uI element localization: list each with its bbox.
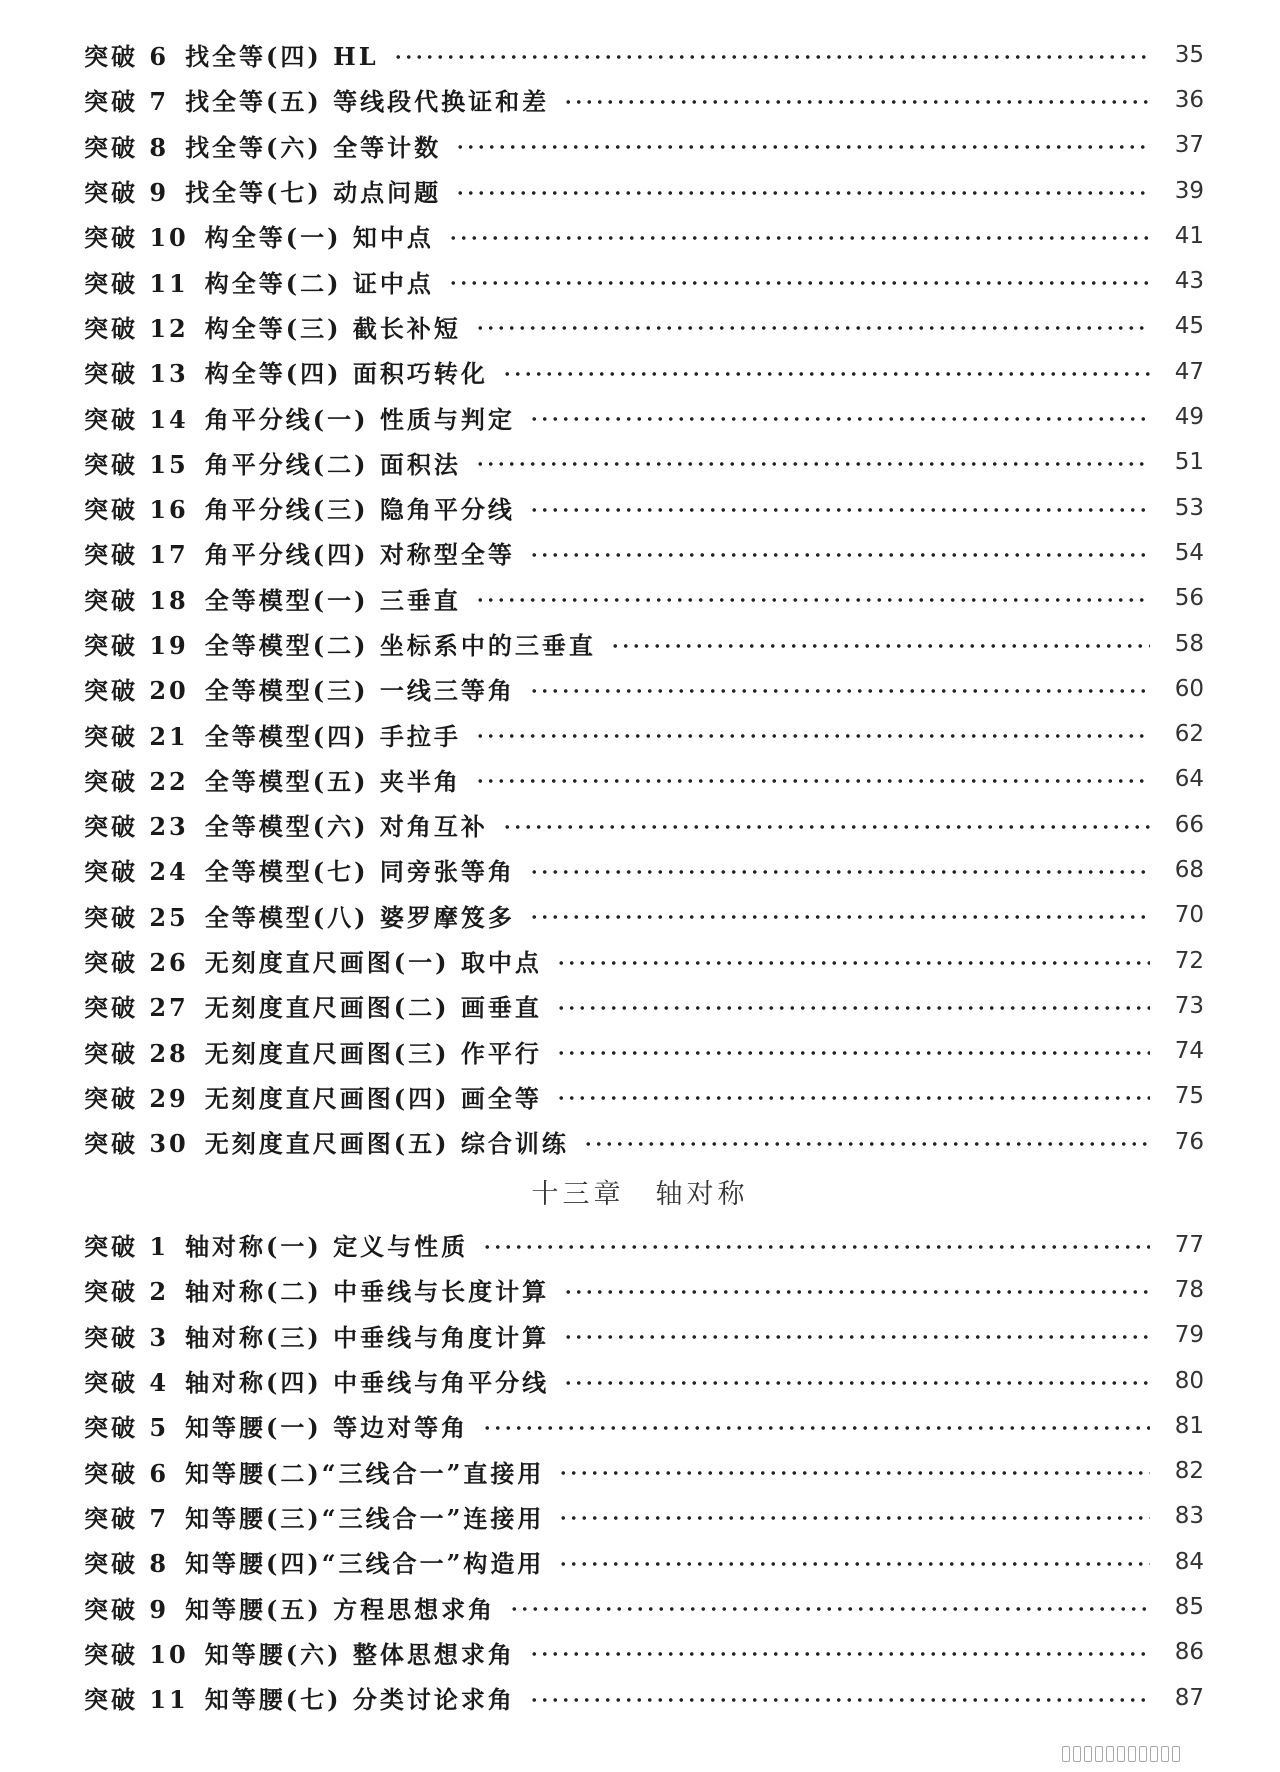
dot-leader: [529, 1652, 1150, 1656]
entry-number: 突破 5: [84, 1413, 170, 1443]
entry-page-number: 43: [1174, 268, 1204, 295]
entry-number: 突破 10: [84, 223, 189, 253]
entry-title: 构全等(四) 面积巧转化: [204, 359, 488, 389]
entry-number: 突破 20: [84, 676, 189, 706]
toc-entry[interactable]: [84, 213, 1204, 258]
entry-title: 轴对称(二) 中垂线与长度计算: [185, 1277, 550, 1307]
toc-entry[interactable]: [84, 666, 1204, 711]
dot-leader: [529, 553, 1150, 557]
entry-number: 突破 7: [84, 1503, 170, 1533]
entry-title: 全等模型(六) 对角互补: [204, 812, 488, 842]
entry-page-number: 76: [1174, 1128, 1204, 1155]
entry-title: 找全等(四) HL: [185, 42, 379, 72]
toc-entry[interactable]: [84, 621, 1204, 666]
dot-leader: [556, 961, 1150, 965]
entry-number: 突破 15: [84, 449, 189, 479]
entry-title: 全等模型(五) 夹半角: [204, 766, 461, 796]
entry-page-number: 80: [1174, 1367, 1204, 1394]
dot-leader: [455, 191, 1150, 195]
entry-page-number: 85: [1174, 1594, 1204, 1621]
entry-page-number: 74: [1174, 1038, 1204, 1065]
dot-leader: [583, 1142, 1150, 1146]
entry-title: 轴对称(三) 中垂线与角度计算: [185, 1322, 550, 1352]
entry-number: 突破 27: [84, 993, 189, 1023]
entry-page-number: 39: [1174, 177, 1204, 204]
toc-entry[interactable]: [84, 1675, 1204, 1720]
toc-entry[interactable]: [84, 530, 1204, 575]
toc-entry[interactable]: [84, 32, 1204, 77]
dot-leader: [475, 598, 1150, 602]
toc-entry[interactable]: [84, 1630, 1204, 1675]
entry-title: 构全等(三) 截长补短: [204, 313, 461, 343]
toc-entry[interactable]: [84, 1029, 1204, 1074]
entry-page-number: 35: [1174, 41, 1204, 68]
entry-page-number: 77: [1174, 1231, 1204, 1258]
entry-title: 知等腰(七) 分类讨论求角: [204, 1685, 515, 1715]
entry-page-number: 73: [1174, 992, 1204, 1019]
toc-entry[interactable]: [84, 123, 1204, 168]
dot-leader: [563, 1381, 1150, 1385]
toc-entry[interactable]: [84, 1074, 1204, 1119]
toc-entry[interactable]: [84, 576, 1204, 621]
entry-page-number: 81: [1174, 1412, 1204, 1439]
entry-title: 知等腰(六) 整体思想求角: [204, 1639, 515, 1669]
entry-page-number: 49: [1174, 404, 1204, 431]
entry-page-number: 60: [1174, 675, 1204, 702]
dot-leader: [529, 417, 1150, 421]
toc-entry[interactable]: [84, 938, 1204, 983]
dot-leader: [610, 644, 1150, 648]
dot-leader: [558, 1516, 1150, 1520]
toc-entry[interactable]: [84, 893, 1204, 938]
chapter-heading: 十三章 轴对称: [531, 1179, 749, 1210]
entry-page-number: 75: [1174, 1083, 1204, 1110]
entry-number: 突破 16: [84, 495, 189, 525]
entry-number: 突破 23: [84, 812, 189, 842]
dot-leader: [558, 1562, 1150, 1566]
toc-entry[interactable]: [84, 1448, 1204, 1493]
entry-number: 突破 11: [84, 268, 189, 298]
toc-entry[interactable]: [84, 757, 1204, 802]
entry-number: 突破 7: [84, 87, 170, 117]
entry-number: 突破 29: [84, 1083, 189, 1113]
entry-number: 突破 6: [84, 1458, 170, 1488]
toc-entry[interactable]: [84, 1119, 1204, 1164]
entry-number: 突破 22: [84, 766, 189, 796]
entry-page-number: 54: [1174, 539, 1204, 566]
entry-title: 全等模型(四) 手拉手: [204, 721, 461, 751]
entry-title: 轴对称(四) 中垂线与角平分线: [185, 1368, 550, 1398]
entry-title: 角平分线(四) 对称型全等: [204, 540, 515, 570]
entry-number: 突破 24: [84, 857, 189, 887]
entry-page-number: 66: [1174, 811, 1204, 838]
entry-page-number: 82: [1174, 1458, 1204, 1485]
entry-page-number: 83: [1174, 1503, 1204, 1530]
toc-entry[interactable]: [84, 485, 1204, 530]
entry-page-number: 79: [1174, 1322, 1204, 1349]
entry-title: 构全等(二) 证中点: [204, 268, 434, 298]
entry-page-number: 58: [1174, 630, 1204, 657]
entry-page-number: 78: [1174, 1276, 1204, 1303]
entry-number: 突破 25: [84, 902, 189, 932]
entry-number: 突破 6: [84, 42, 170, 72]
entry-page-number: 45: [1174, 313, 1204, 340]
toc-entry[interactable]: [84, 168, 1204, 213]
dot-leader: [482, 1426, 1150, 1430]
dot-leader: [529, 1698, 1150, 1702]
dot-leader: [563, 100, 1150, 104]
dot-leader: [502, 825, 1150, 829]
entry-page-number: 53: [1174, 494, 1204, 521]
entry-title: 知等腰(五) 方程思想求角: [185, 1594, 496, 1624]
dot-leader: [475, 779, 1150, 783]
toc-entry[interactable]: [84, 983, 1204, 1028]
dot-leader: [509, 1607, 1150, 1611]
entry-page-number: 62: [1174, 721, 1204, 748]
toc-entry[interactable]: [84, 1539, 1204, 1584]
entry-number: 突破 3: [84, 1322, 170, 1352]
entry-number: 突破 13: [84, 359, 189, 389]
entry-number: 突破 8: [84, 132, 170, 162]
entry-title: 知等腰(四)“三线合一”构造用: [185, 1549, 545, 1579]
toc-entry[interactable]: [84, 1313, 1204, 1358]
toc-entry[interactable]: [84, 802, 1204, 847]
dot-leader: [529, 915, 1150, 919]
dot-leader: [482, 1245, 1150, 1249]
entry-number: 突破 28: [84, 1038, 189, 1068]
dot-leader: [475, 734, 1150, 738]
dot-leader: [529, 689, 1150, 693]
toc-entry[interactable]: [84, 1222, 1204, 1267]
toc-entry[interactable]: [84, 349, 1204, 394]
entry-page-number: 37: [1174, 132, 1204, 159]
toc-entry[interactable]: [84, 77, 1204, 122]
entry-title: 全等模型(七) 同旁张等角: [204, 857, 515, 887]
dot-leader: [529, 508, 1150, 512]
entry-title: 全等模型(八) 婆罗摩笈多: [204, 902, 515, 932]
entry-number: 突破 17: [84, 540, 189, 570]
entry-number: 突破 11: [84, 1685, 189, 1715]
entry-title: 无刻度直尺画图(三) 作平行: [204, 1038, 542, 1068]
dot-leader: [563, 1290, 1150, 1294]
dot-leader: [448, 281, 1150, 285]
entry-title: 无刻度直尺画图(二) 画垂直: [204, 993, 542, 1023]
dot-leader: [563, 1335, 1150, 1339]
toc-entry[interactable]: [84, 711, 1204, 756]
entry-title: 找全等(六) 全等计数: [185, 132, 442, 162]
entry-title: 找全等(五) 等线段代换证和差: [185, 87, 550, 117]
entry-number: 突破 9: [84, 1594, 170, 1624]
toc-entry[interactable]: [84, 394, 1204, 439]
entry-title: 知等腰(二)“三线合一”直接用: [185, 1458, 545, 1488]
entry-number: 突破 8: [84, 1549, 170, 1579]
dot-leader: [502, 372, 1150, 376]
dot-leader: [556, 1006, 1150, 1010]
entry-number: 突破 12: [84, 313, 189, 343]
dot-leader: [556, 1096, 1150, 1100]
entry-page-number: 36: [1174, 86, 1204, 113]
entry-page-number: 47: [1174, 358, 1204, 385]
entry-number: 突破 1: [84, 1232, 170, 1262]
entry-title: 角平分线(二) 面积法: [204, 449, 461, 479]
entry-title: 全等模型(三) 一线三等角: [204, 676, 515, 706]
entry-page-number: 70: [1174, 902, 1204, 929]
entry-number: 突破 9: [84, 178, 170, 208]
entry-page-number: 41: [1174, 222, 1204, 249]
dot-leader: [558, 1471, 1150, 1475]
entry-page-number: 86: [1174, 1639, 1204, 1666]
dot-leader: [448, 236, 1150, 240]
entry-page-number: 68: [1174, 856, 1204, 883]
dot-leader: [556, 1051, 1150, 1055]
entry-title: 轴对称(一) 定义与性质: [185, 1232, 469, 1262]
toc-entry[interactable]: [84, 1358, 1204, 1403]
entry-number: 突破 21: [84, 721, 189, 751]
entry-title: 角平分线(一) 性质与判定: [204, 404, 515, 434]
dot-leader: [393, 55, 1150, 59]
entry-title: 知等腰(三)“三线合一”连接用: [185, 1503, 545, 1533]
toc-entry[interactable]: [84, 1584, 1204, 1629]
entry-number: 突破 14: [84, 404, 189, 434]
entry-page-number: 87: [1174, 1684, 1204, 1711]
entry-number: 突破 26: [84, 948, 189, 978]
entry-page-number: 84: [1174, 1548, 1204, 1575]
toc-entry[interactable]: [84, 304, 1204, 349]
entry-page-number: 51: [1174, 449, 1204, 476]
toc-entry[interactable]: [84, 847, 1204, 892]
dot-leader: [455, 145, 1150, 149]
dot-leader: [529, 870, 1150, 874]
toc-entry[interactable]: [84, 1403, 1204, 1448]
toc-entry[interactable]: [84, 1494, 1204, 1539]
toc-section-chapter-12: [84, 32, 1204, 1164]
dot-leader: [475, 462, 1150, 466]
entry-number: 突破 10: [84, 1639, 189, 1669]
entry-title: 无刻度直尺画图(五) 综合训练: [204, 1129, 569, 1159]
entry-title: 找全等(七) 动点问题: [185, 178, 442, 208]
entry-title: 无刻度直尺画图(四) 画全等: [204, 1083, 542, 1113]
entry-title: 构全等(一) 知中点: [204, 223, 434, 253]
toc-section-chapter-13: [84, 1222, 1204, 1720]
toc-entry[interactable]: [84, 440, 1204, 485]
page-scroll-indicator[interactable]: [1062, 1746, 1252, 1762]
entry-page-number: 72: [1174, 947, 1204, 974]
entry-title: 知等腰(一) 等边对等角: [185, 1413, 469, 1443]
toc-entry[interactable]: [84, 258, 1204, 303]
entry-number: 突破 19: [84, 631, 189, 660]
entry-number: 突破 30: [84, 1129, 189, 1159]
entry-title: 全等模型(二) 坐标系中的三垂直: [204, 631, 596, 660]
entry-number: 突破 18: [84, 585, 189, 615]
entry-title: 全等模型(一) 三垂直: [204, 585, 461, 615]
entry-page-number: 56: [1174, 585, 1204, 612]
entry-title: 角平分线(三) 隐角平分线: [204, 495, 515, 525]
entry-page-number: 64: [1174, 766, 1204, 793]
dot-leader: [475, 326, 1150, 330]
entry-title: 无刻度直尺画图(一) 取中点: [204, 948, 542, 978]
entry-number: 突破 2: [84, 1277, 170, 1307]
entry-number: 突破 4: [84, 1368, 170, 1398]
toc-entry[interactable]: [84, 1267, 1204, 1312]
